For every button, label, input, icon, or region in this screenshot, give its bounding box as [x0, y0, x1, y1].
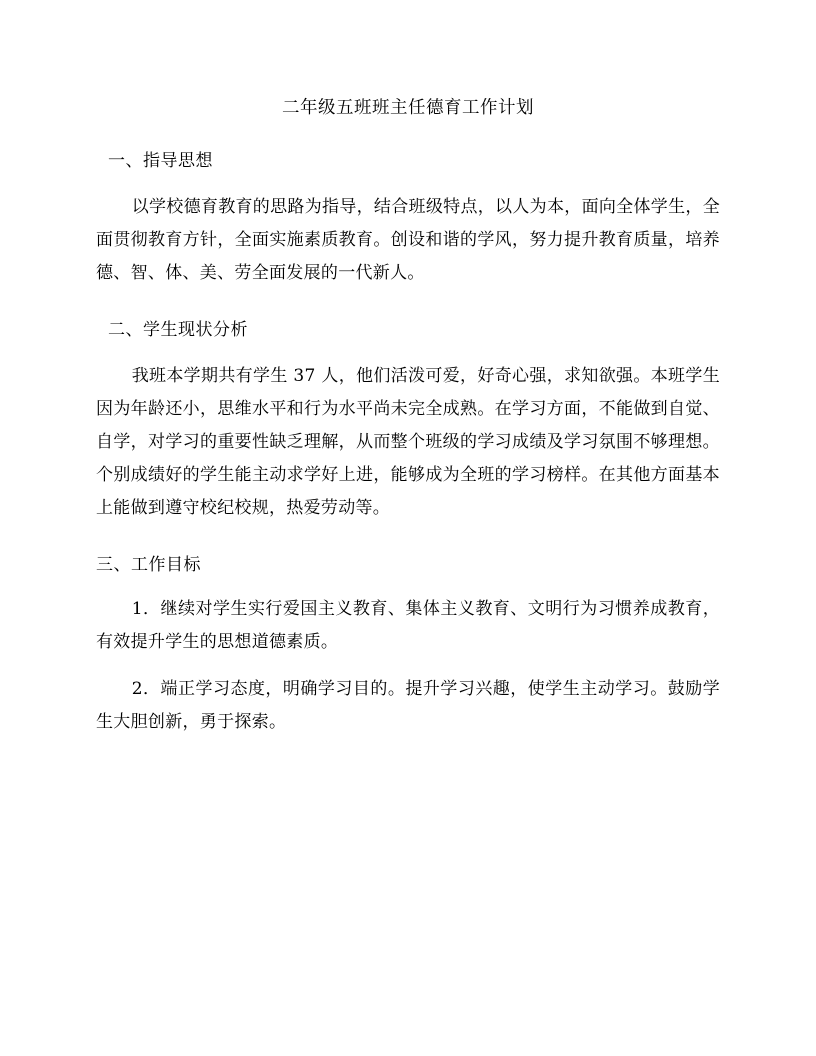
section-heading-student-analysis: 二、学生现状分析 — [108, 319, 248, 340]
page-title: 二年级五班班主任德育工作计划 — [282, 98, 534, 118]
section-heading-guiding-thought: 一、指导思想 — [108, 151, 213, 171]
paragraph-work-goal-2: 2．端正学习态度，明确学习目的。提升学习兴趣，使学生主动学习。鼓励学生大胆创新，勇于探索。 — [96, 678, 720, 733]
paragraph-student-analysis: 我班本学期共有学生 37 人，他们活泼可爱，好奇心强，求知欲强。本班学生因为年龄还小，思维水平和行为水平尚未完全成熟。在学习方面，不能做到自觉、自学，对学习的重要性缺乏理解，从而整个班级的学习成绩及学习氛围不够理想。个别成绩好的学生能主动求学好上进，能够成为全班的学习榜样。在其他方面基本上能做到遵守校纪校规，热爱劳动等。 — [96, 365, 720, 519]
paragraph-work-goal-1: 1．继续对学生实行爱国主义教育、集体主义教育、文明行为习惯养成教育，有效提升学生的思想道德素质。 — [96, 598, 720, 652]
paragraph-guiding-thought: 以学校德育教育的思路为指导，结合班级特点，以人为本，面向全体学生，全面贯彻教育方针，全面实施素质教育。创设和谐的学风，努力提升教育质量，培养德、智、体、美、劳全面发展的一代新人。 — [96, 197, 720, 284]
section-heading-work-goals: 三、工作目标 — [96, 554, 201, 575]
